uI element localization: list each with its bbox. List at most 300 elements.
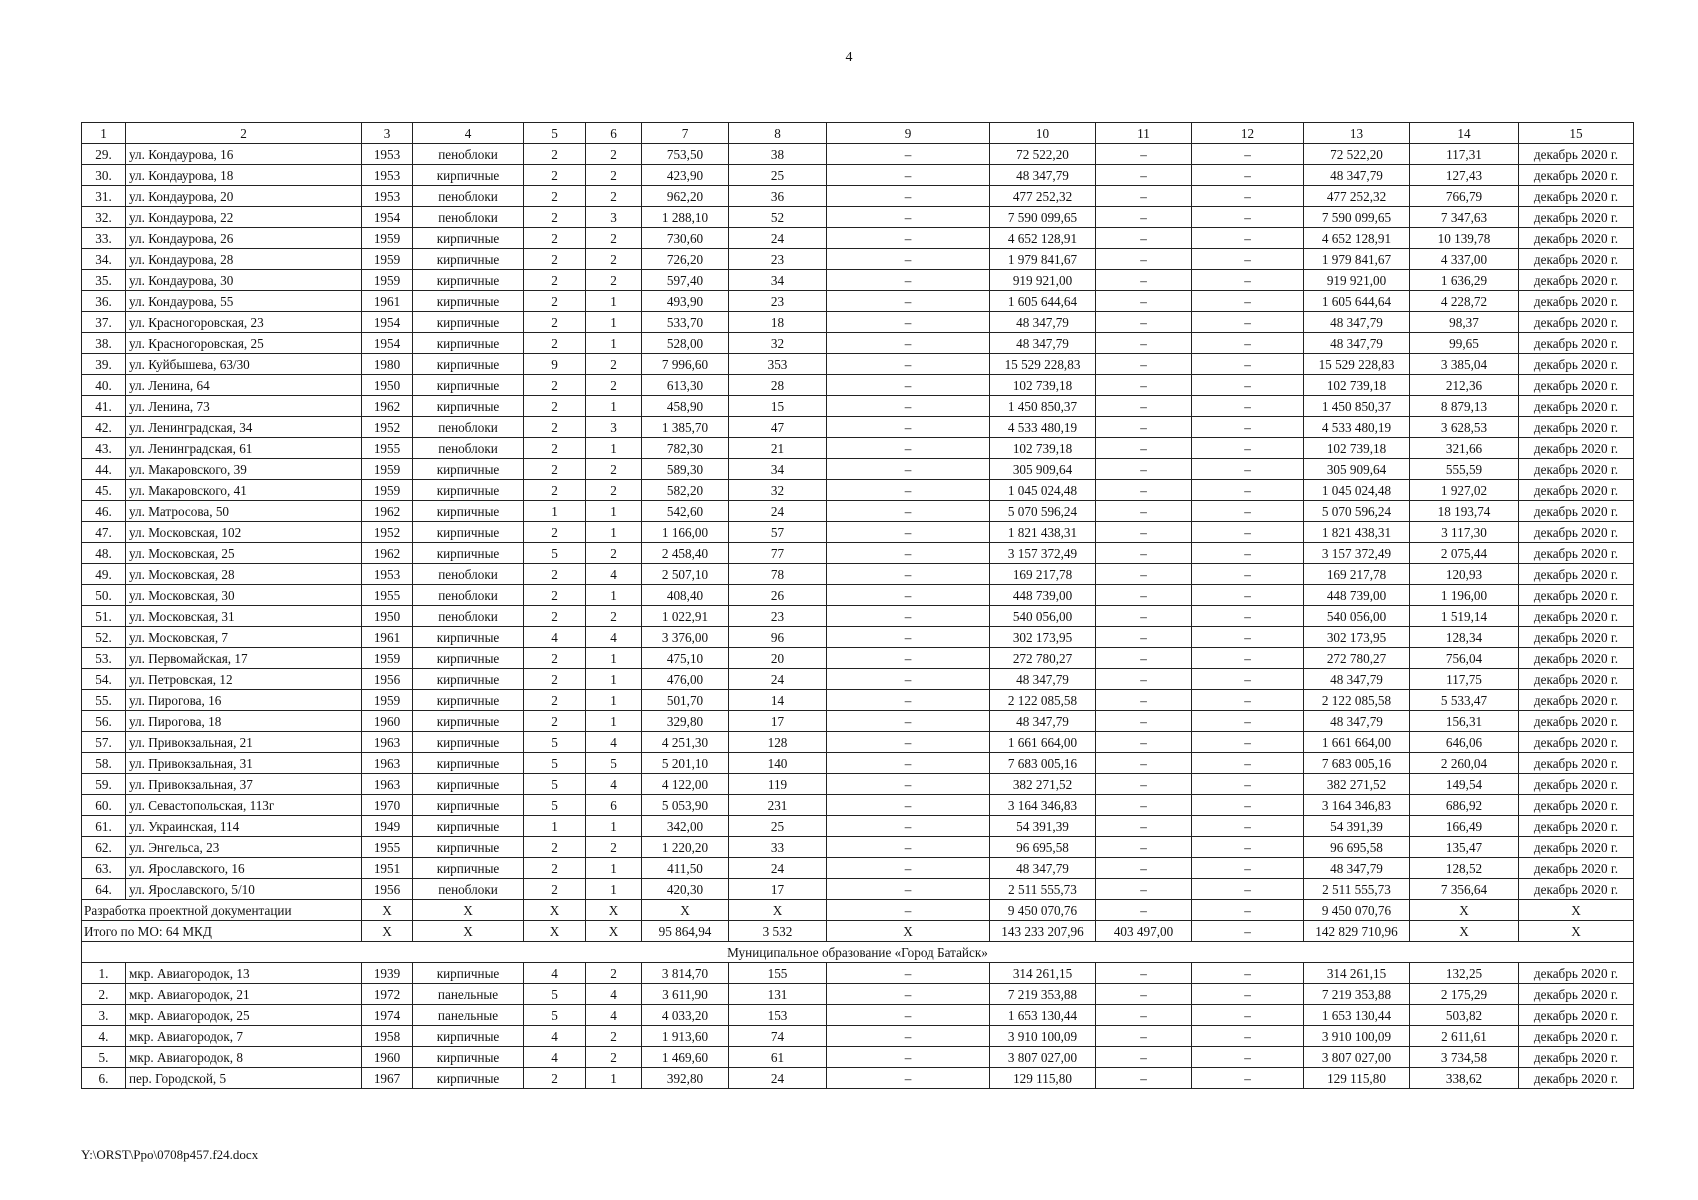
table-cell: 72 522,20 xyxy=(1304,144,1410,165)
table-cell: 3 814,70 xyxy=(642,963,729,984)
column-number: 5 xyxy=(524,123,586,144)
table-cell: 24 xyxy=(729,501,827,522)
table-cell: – xyxy=(1192,207,1304,228)
table-cell: 2 xyxy=(586,963,642,984)
table-cell: – xyxy=(1192,186,1304,207)
table-cell: 47. xyxy=(82,522,126,543)
table-cell: – xyxy=(1192,1068,1304,1089)
table-cell: – xyxy=(1096,837,1192,858)
table-cell: 2 xyxy=(586,165,642,186)
table-cell: 4 652 128,91 xyxy=(990,228,1096,249)
table-cell: – xyxy=(1192,837,1304,858)
table-cell: – xyxy=(1096,795,1192,816)
table-cell: – xyxy=(827,690,990,711)
table-cell: 102 739,18 xyxy=(1304,438,1410,459)
table-cell: – xyxy=(1096,480,1192,501)
table-cell: декабрь 2020 г. xyxy=(1519,543,1634,564)
table-cell: декабрь 2020 г. xyxy=(1519,879,1634,900)
table-cell: 1 xyxy=(586,291,642,312)
table-row xyxy=(82,1005,1634,1026)
table-cell: 613,30 xyxy=(642,375,729,396)
table-cell: 7 683 005,16 xyxy=(990,753,1096,774)
table-cell: 48 347,79 xyxy=(1304,711,1410,732)
table-cell: 52. xyxy=(82,627,126,648)
table-cell: – xyxy=(827,459,990,480)
table-cell: 3 376,00 xyxy=(642,627,729,648)
table-cell: 4 xyxy=(586,627,642,648)
table-cell: X xyxy=(642,900,729,921)
table-cell: 1956 xyxy=(362,669,413,690)
table-cell: 2 xyxy=(586,228,642,249)
table-cell: – xyxy=(1096,1047,1192,1068)
table-cell: 8 879,13 xyxy=(1410,396,1519,417)
table-cell: кирпичные xyxy=(413,354,524,375)
table-cell: 540 056,00 xyxy=(1304,606,1410,627)
table-cell: 2 xyxy=(524,522,586,543)
table-cell: – xyxy=(1192,144,1304,165)
table-cell: 1959 xyxy=(362,648,413,669)
table-row xyxy=(82,774,1634,795)
table-cell: 1963 xyxy=(362,732,413,753)
table-cell: 4 xyxy=(524,963,586,984)
table-cell: 54. xyxy=(82,669,126,690)
table-cell: 1956 xyxy=(362,879,413,900)
table-cell: 34 xyxy=(729,459,827,480)
table-cell: декабрь 2020 г. xyxy=(1519,375,1634,396)
table-cell: 169 217,78 xyxy=(990,564,1096,585)
table-cell: 493,90 xyxy=(642,291,729,312)
table-cell: 1960 xyxy=(362,1047,413,1068)
table-cell: – xyxy=(827,585,990,606)
table-cell: кирпичные xyxy=(413,837,524,858)
table-cell: 4 228,72 xyxy=(1410,291,1519,312)
table-row xyxy=(82,165,1634,186)
table-cell: 38 xyxy=(729,144,827,165)
table-cell: декабрь 2020 г. xyxy=(1519,585,1634,606)
table-cell: ул. Пирогова, 18 xyxy=(126,711,362,732)
table-row xyxy=(82,1047,1634,1068)
table-cell: – xyxy=(1192,417,1304,438)
table-cell: 2 075,44 xyxy=(1410,543,1519,564)
table-cell: 1958 xyxy=(362,1026,413,1047)
table-cell: 2 511 555,73 xyxy=(990,879,1096,900)
table-cell: мкр. Авиагородок, 25 xyxy=(126,1005,362,1026)
table-row xyxy=(82,1068,1634,1089)
table-cell: 1 605 644,64 xyxy=(1304,291,1410,312)
table-row xyxy=(82,564,1634,585)
table-cell: – xyxy=(1096,1068,1192,1089)
table-cell: 17 xyxy=(729,879,827,900)
table-cell: – xyxy=(1192,354,1304,375)
table-cell: 120,93 xyxy=(1410,564,1519,585)
table-cell: 1 469,60 xyxy=(642,1047,729,1068)
table-cell: 36 xyxy=(729,186,827,207)
table-cell: – xyxy=(1096,417,1192,438)
table-cell: 56. xyxy=(82,711,126,732)
table-cell: 3 xyxy=(586,207,642,228)
table-cell: 1 022,91 xyxy=(642,606,729,627)
table-cell: 1953 xyxy=(362,186,413,207)
table-cell: 501,70 xyxy=(642,690,729,711)
table-cell: ул. Красногоровская, 23 xyxy=(126,312,362,333)
column-number: 3 xyxy=(362,123,413,144)
table-cell: 2 122 085,58 xyxy=(1304,690,1410,711)
table-cell: пеноблоки xyxy=(413,144,524,165)
table-cell: 1 636,29 xyxy=(1410,270,1519,291)
table-cell: 155 xyxy=(729,963,827,984)
table-cell: 5 xyxy=(524,1005,586,1026)
table-cell: – xyxy=(1192,711,1304,732)
table-row xyxy=(82,207,1634,228)
table-row xyxy=(82,522,1634,543)
table-cell: 38. xyxy=(82,333,126,354)
table-cell: 1 xyxy=(586,816,642,837)
column-number: 14 xyxy=(1410,123,1519,144)
table-cell: – xyxy=(1192,795,1304,816)
table-cell: 753,50 xyxy=(642,144,729,165)
table-cell: 782,30 xyxy=(642,438,729,459)
table-cell: кирпичные xyxy=(413,249,524,270)
table-cell: – xyxy=(1192,1026,1304,1047)
table-cell: – xyxy=(1192,480,1304,501)
table-cell: 314 261,15 xyxy=(990,963,1096,984)
table-cell: – xyxy=(827,165,990,186)
column-number: 11 xyxy=(1096,123,1192,144)
table-cell: 540 056,00 xyxy=(990,606,1096,627)
table-cell: 3 628,53 xyxy=(1410,417,1519,438)
table-cell: X xyxy=(524,900,586,921)
table-cell: 4 xyxy=(524,1026,586,1047)
table-cell: декабрь 2020 г. xyxy=(1519,417,1634,438)
table-cell: 117,75 xyxy=(1410,669,1519,690)
table-row xyxy=(82,543,1634,564)
table-cell: 2 175,29 xyxy=(1410,984,1519,1005)
table-cell: ул. Московская, 7 xyxy=(126,627,362,648)
table-cell: – xyxy=(1096,228,1192,249)
table-cell: декабрь 2020 г. xyxy=(1519,144,1634,165)
section-title: Муниципальное образование «Город Батайск» xyxy=(82,942,1634,963)
table-cell: 31. xyxy=(82,186,126,207)
table-cell: ул. Ленина, 73 xyxy=(126,396,362,417)
table-cell: 2 458,40 xyxy=(642,543,729,564)
table-cell: 5 070 596,24 xyxy=(990,501,1096,522)
table-cell: 458,90 xyxy=(642,396,729,417)
table-cell: – xyxy=(1096,963,1192,984)
table-cell: 1 913,60 xyxy=(642,1026,729,1047)
table-cell: – xyxy=(827,879,990,900)
table-cell: 2 xyxy=(524,858,586,879)
table-cell: ул. Московская, 25 xyxy=(126,543,362,564)
page-number: 4 xyxy=(845,50,853,65)
table-cell: – xyxy=(1096,543,1192,564)
table-cell: 5 xyxy=(524,984,586,1005)
table-cell: 54 391,39 xyxy=(1304,816,1410,837)
table-cell: 3 385,04 xyxy=(1410,354,1519,375)
table-cell: – xyxy=(1096,144,1192,165)
table-cell: – xyxy=(1192,375,1304,396)
column-number: 13 xyxy=(1304,123,1410,144)
table-cell: 58. xyxy=(82,753,126,774)
table-row xyxy=(82,984,1634,1005)
table-cell: декабрь 2020 г. xyxy=(1519,501,1634,522)
table-row xyxy=(82,480,1634,501)
table-cell: – xyxy=(1192,753,1304,774)
table-row xyxy=(82,438,1634,459)
table-row xyxy=(82,690,1634,711)
table-cell: 314 261,15 xyxy=(1304,963,1410,984)
table-cell: 7 219 353,88 xyxy=(990,984,1096,1005)
table-cell: 7 590 099,65 xyxy=(1304,207,1410,228)
table-cell: 143 233 207,96 xyxy=(990,921,1096,942)
table-row xyxy=(82,459,1634,480)
table-cell: 2 xyxy=(524,165,586,186)
table-cell: мкр. Авиагородок, 8 xyxy=(126,1047,362,1068)
table-cell: – xyxy=(827,816,990,837)
table-cell: 17 xyxy=(729,711,827,732)
table-cell: кирпичные xyxy=(413,795,524,816)
table-cell: – xyxy=(827,207,990,228)
table-cell: – xyxy=(1192,984,1304,1005)
table-cell: кирпичные xyxy=(413,396,524,417)
table-cell: – xyxy=(827,501,990,522)
table-cell: 1 927,02 xyxy=(1410,480,1519,501)
table-cell: – xyxy=(1192,522,1304,543)
table-cell: – xyxy=(1096,648,1192,669)
table-cell: 48 347,79 xyxy=(990,669,1096,690)
table-cell: 14 xyxy=(729,690,827,711)
table-cell: 302 173,95 xyxy=(1304,627,1410,648)
table-cell: X xyxy=(1519,921,1634,942)
table-cell: – xyxy=(1192,165,1304,186)
table-cell: 48 347,79 xyxy=(1304,858,1410,879)
table-cell: 382 271,52 xyxy=(990,774,1096,795)
table-cell: 29. xyxy=(82,144,126,165)
table-cell: 50. xyxy=(82,585,126,606)
table-cell: 2 122 085,58 xyxy=(990,690,1096,711)
table-cell: декабрь 2020 г. xyxy=(1519,837,1634,858)
table-cell: 48. xyxy=(82,543,126,564)
table-cell: 1961 xyxy=(362,627,413,648)
table-cell: декабрь 2020 г. xyxy=(1519,333,1634,354)
table-cell: 4 xyxy=(586,1005,642,1026)
table-cell: кирпичные xyxy=(413,669,524,690)
table-cell: 9 xyxy=(524,354,586,375)
table-cell: – xyxy=(1096,522,1192,543)
table-cell: ул. Ленинградская, 61 xyxy=(126,438,362,459)
table-cell: – xyxy=(1096,900,1192,921)
table-cell: панельные xyxy=(413,984,524,1005)
table-cell: 77 xyxy=(729,543,827,564)
table-cell: декабрь 2020 г. xyxy=(1519,774,1634,795)
table-cell: 2 xyxy=(524,1068,586,1089)
table-row xyxy=(82,627,1634,648)
table-cell: 2 xyxy=(586,270,642,291)
table-cell: X xyxy=(827,921,990,942)
table-cell: кирпичные xyxy=(413,816,524,837)
table-cell: X xyxy=(586,900,642,921)
table-cell: – xyxy=(1192,228,1304,249)
housing-register-table xyxy=(81,122,1634,1089)
table-cell: 1 821 438,31 xyxy=(1304,522,1410,543)
table-cell: ул. Кондаурова, 55 xyxy=(126,291,362,312)
table-cell: 9 450 070,76 xyxy=(990,900,1096,921)
table-cell: 7 683 005,16 xyxy=(1304,753,1410,774)
table-cell: 2 xyxy=(586,480,642,501)
table-cell: кирпичные xyxy=(413,312,524,333)
table-cell: 1962 xyxy=(362,396,413,417)
table-cell: 408,40 xyxy=(642,585,729,606)
table-cell: 149,54 xyxy=(1410,774,1519,795)
table-cell: 3 164 346,83 xyxy=(990,795,1096,816)
table-row xyxy=(82,648,1634,669)
table-cell: 411,50 xyxy=(642,858,729,879)
table-cell: 48 347,79 xyxy=(990,711,1096,732)
table-cell: 26 xyxy=(729,585,827,606)
table-cell: 448 739,00 xyxy=(1304,585,1410,606)
table-cell: 1 045 024,48 xyxy=(990,480,1096,501)
table-cell: 9 450 070,76 xyxy=(1304,900,1410,921)
table-cell: 1 196,00 xyxy=(1410,585,1519,606)
table-cell: 272 780,27 xyxy=(1304,648,1410,669)
table-cell: 1 045 024,48 xyxy=(1304,480,1410,501)
column-number: 2 xyxy=(126,123,362,144)
table-cell: 1 xyxy=(586,858,642,879)
table-cell: – xyxy=(827,753,990,774)
table-cell: декабрь 2020 г. xyxy=(1519,984,1634,1005)
table-cell: – xyxy=(827,396,990,417)
table-cell: – xyxy=(1096,354,1192,375)
table-cell: 528,00 xyxy=(642,333,729,354)
table-cell: 3 532 xyxy=(729,921,827,942)
table-cell: – xyxy=(1192,774,1304,795)
table-cell: 1980 xyxy=(362,354,413,375)
table-cell: 166,49 xyxy=(1410,816,1519,837)
table-cell: 1970 xyxy=(362,795,413,816)
table-cell: 1 450 850,37 xyxy=(1304,396,1410,417)
table-cell: 96 695,58 xyxy=(990,837,1096,858)
table-cell: 766,79 xyxy=(1410,186,1519,207)
table-cell: 392,80 xyxy=(642,1068,729,1089)
table-cell: – xyxy=(827,375,990,396)
table-cell: – xyxy=(827,795,990,816)
table-cell: – xyxy=(827,564,990,585)
table-cell: 44. xyxy=(82,459,126,480)
table-cell: 5 xyxy=(524,732,586,753)
table-cell: 305 909,64 xyxy=(990,459,1096,480)
table-cell: 1 xyxy=(586,333,642,354)
table-cell: мкр. Авиагородок, 13 xyxy=(126,963,362,984)
table-cell: 1 661 664,00 xyxy=(990,732,1096,753)
table-row xyxy=(82,795,1634,816)
table-cell: 2 xyxy=(524,249,586,270)
table-cell: X xyxy=(1410,921,1519,942)
table-cell: 24 xyxy=(729,858,827,879)
table-cell: 338,62 xyxy=(1410,1068,1519,1089)
table-cell: 1 979 841,67 xyxy=(1304,249,1410,270)
table-cell: – xyxy=(1192,459,1304,480)
table-cell: 4 xyxy=(586,732,642,753)
table-cell: 1959 xyxy=(362,228,413,249)
table-cell: пеноблоки xyxy=(413,564,524,585)
table-cell: кирпичные xyxy=(413,333,524,354)
table-cell: 23 xyxy=(729,249,827,270)
table-cell: кирпичные xyxy=(413,648,524,669)
table-row xyxy=(82,669,1634,690)
table-cell: ул. Московская, 102 xyxy=(126,522,362,543)
table-cell: – xyxy=(1096,753,1192,774)
table-cell: – xyxy=(1096,291,1192,312)
table-cell: 2 xyxy=(524,837,586,858)
table-cell: кирпичные xyxy=(413,774,524,795)
table-cell: 64. xyxy=(82,879,126,900)
table-cell: 34 xyxy=(729,270,827,291)
table-cell: 321,66 xyxy=(1410,438,1519,459)
table-cell: 6 xyxy=(586,795,642,816)
table-cell: 127,43 xyxy=(1410,165,1519,186)
table-cell: 2 xyxy=(586,837,642,858)
table-cell: 1960 xyxy=(362,711,413,732)
table-cell: 117,31 xyxy=(1410,144,1519,165)
table-cell: 5 xyxy=(524,795,586,816)
table-row xyxy=(82,417,1634,438)
table-cell: – xyxy=(1192,858,1304,879)
table-cell: 597,40 xyxy=(642,270,729,291)
table-cell: 231 xyxy=(729,795,827,816)
table-cell: 2 xyxy=(586,375,642,396)
column-number: 9 xyxy=(827,123,990,144)
column-number: 7 xyxy=(642,123,729,144)
table-cell: 48 347,79 xyxy=(990,858,1096,879)
table-cell: 135,47 xyxy=(1410,837,1519,858)
table-cell: – xyxy=(1096,669,1192,690)
table-cell: 1 xyxy=(586,669,642,690)
table-cell: 4 533 480,19 xyxy=(990,417,1096,438)
table-cell: 582,20 xyxy=(642,480,729,501)
table-cell: 36. xyxy=(82,291,126,312)
table-cell: – xyxy=(1192,900,1304,921)
table-cell: – xyxy=(827,732,990,753)
table-cell: – xyxy=(827,312,990,333)
table-cell: 2 xyxy=(524,690,586,711)
table-cell: – xyxy=(1096,186,1192,207)
column-number: 4 xyxy=(413,123,524,144)
table-cell: ул. Кондаурова, 30 xyxy=(126,270,362,291)
column-number: 12 xyxy=(1192,123,1304,144)
table-cell: 2 xyxy=(524,459,586,480)
table-cell: кирпичные xyxy=(413,732,524,753)
table-cell: ул. Петровская, 12 xyxy=(126,669,362,690)
table-cell: 140 xyxy=(729,753,827,774)
table-cell: – xyxy=(1192,690,1304,711)
table-cell: кирпичные xyxy=(413,627,524,648)
table-cell: 1952 xyxy=(362,417,413,438)
table-cell: 33. xyxy=(82,228,126,249)
table-cell: 4 533 480,19 xyxy=(1304,417,1410,438)
table-cell: 7 356,64 xyxy=(1410,879,1519,900)
table-cell: 4 033,20 xyxy=(642,1005,729,1026)
table-cell: 726,20 xyxy=(642,249,729,270)
table-cell: 72 522,20 xyxy=(990,144,1096,165)
table-cell: 57. xyxy=(82,732,126,753)
table-cell: ул. Первомайская, 17 xyxy=(126,648,362,669)
table-cell: 55. xyxy=(82,690,126,711)
table-cell: 34. xyxy=(82,249,126,270)
table-cell: 10 139,78 xyxy=(1410,228,1519,249)
table-cell: 730,60 xyxy=(642,228,729,249)
table-cell: – xyxy=(827,228,990,249)
table-cell: декабрь 2020 г. xyxy=(1519,459,1634,480)
column-number: 15 xyxy=(1519,123,1634,144)
